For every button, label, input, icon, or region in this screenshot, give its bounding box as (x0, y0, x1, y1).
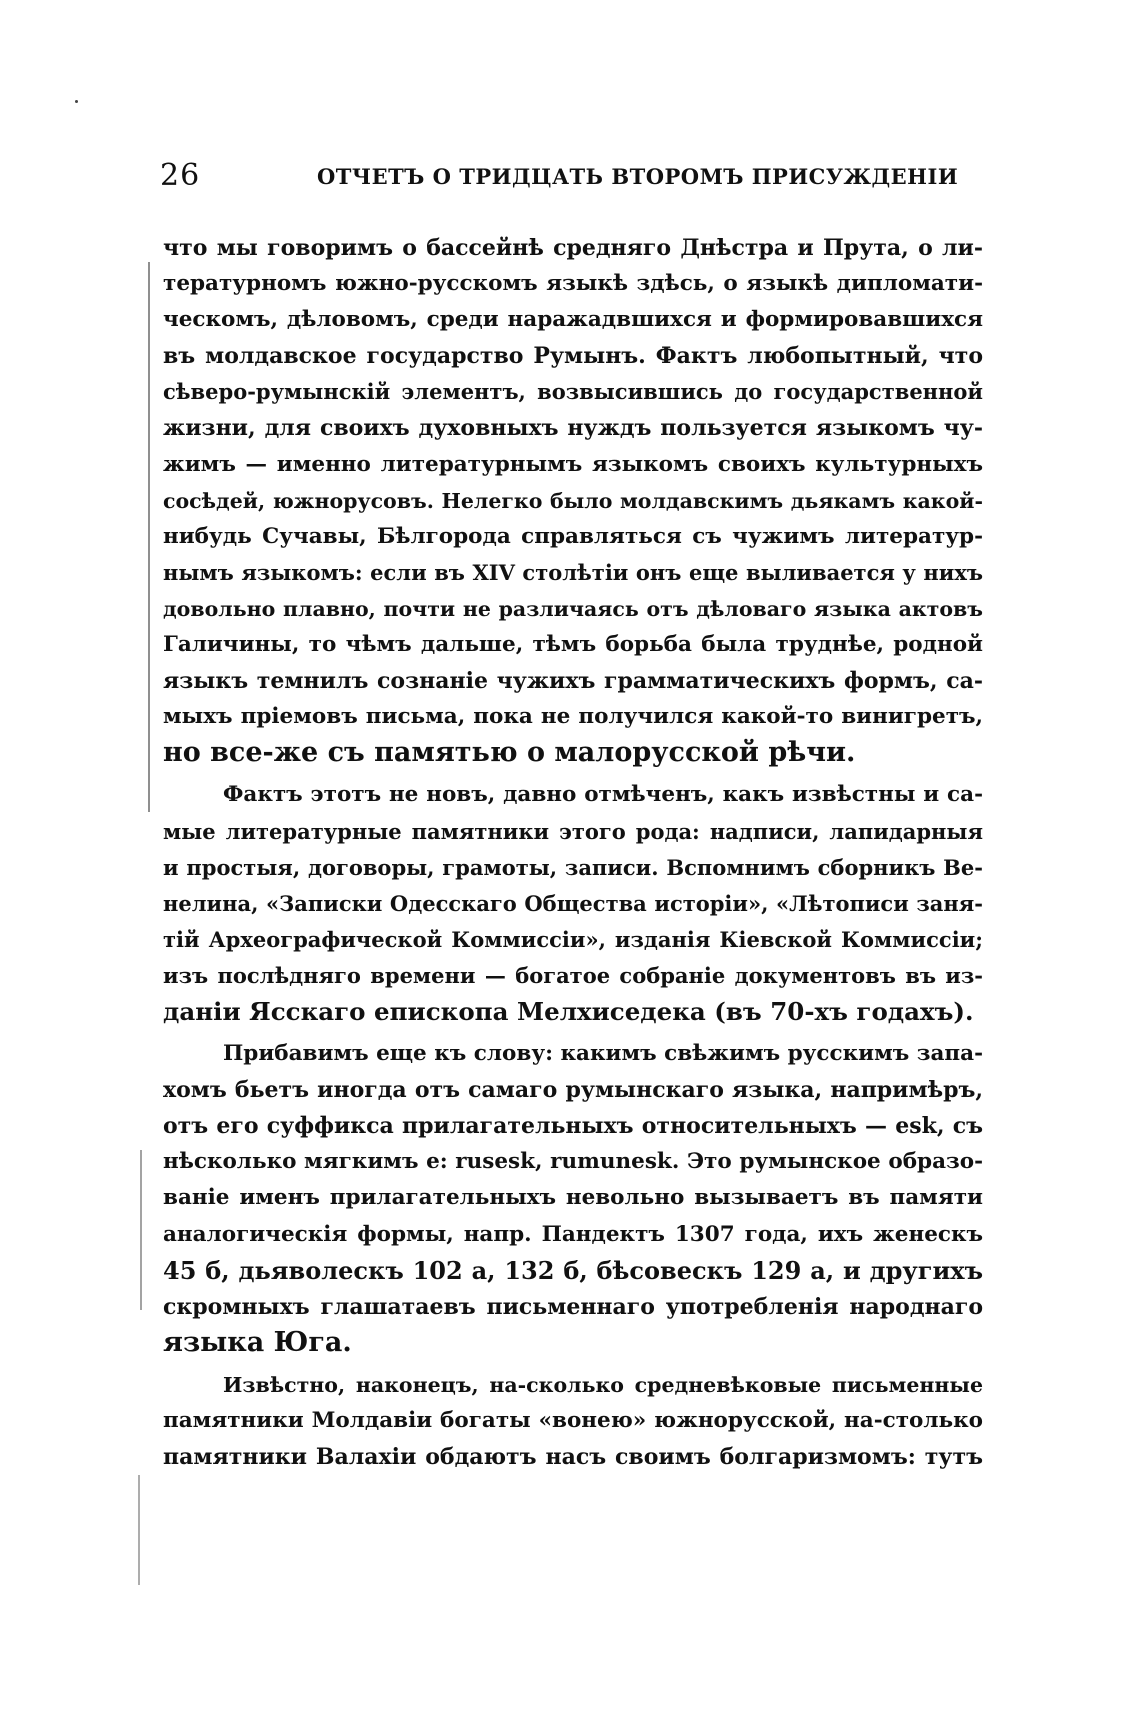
text-line: нибудь Сучавы, Бѣлгорода справляться съ чужимъ литератур- (163, 523, 983, 549)
running-head (160, 158, 993, 198)
text-line: Прибавимъ еще къ слову: какимъ свѣжимъ русскимъ запа- (223, 1041, 983, 1067)
text-line: нелина, «Записки Одесскаго Общества исторiи», «Лѣтописи заня- (163, 890, 983, 916)
text-line: Извѣстно, наконецъ, на-сколько средневѣковые письменные (223, 1372, 983, 1397)
running-head-title: ОТЧЕТЪ О ТРИДЦАТЬ ВТОРОМЪ ПРИСУЖДЕНIИ (317, 164, 959, 189)
text-line: памятники Валахiи обдаютъ насъ своимъ болгаризмомъ: тутъ (163, 1444, 983, 1471)
text-line: Галичины, то чѣмъ дальше, тѣмъ борьба была труднѣе, родной (163, 632, 983, 658)
text-line: ванiе именъ прилагательныхъ невольно вызываетъ въ памяти (163, 1185, 983, 1211)
stray-dot-mark (75, 100, 78, 103)
text-line: жизни, для своихъ духовныхъ нуждъ пользуется языкомъ чу- (163, 415, 983, 442)
text-line: и простыя, договоры, грамоты, записи. Вспомнимъ сборникъ Ве- (163, 854, 983, 880)
paragraph (163, 777, 983, 1030)
paragraph (163, 230, 983, 771)
text-line: отъ его суффикса прилагательныхъ относительныхъ — esk, съ (163, 1113, 983, 1140)
text-line: данiи Ясскаго епископа Мелхиседека (въ 70-хъ годахъ). (163, 996, 974, 1026)
text-line: языкъ темнилъ сознанiе чужихъ грамматическихъ формъ, са- (163, 668, 983, 695)
text-line: довольно плавно, почти не различаясь отъ дѣловаго языка актовъ (163, 596, 983, 621)
text-line: тiй Археографической Коммиссiи», изданiя Кiевской Коммиссiи; (163, 926, 983, 952)
text-line: тературномъ южно-русскомъ языкѣ здѣсь, о языкѣ дипломати- (163, 271, 983, 297)
margin-pencil-line (138, 1475, 140, 1585)
text-line: хомъ бьетъ иногда отъ самаго румынскаго языка, напримѣръ, (163, 1077, 983, 1104)
margin-pencil-line (148, 262, 150, 812)
text-line: жимъ — именно литературнымъ языкомъ своихъ культурныхъ (163, 451, 983, 477)
text-line: языка Юга. (163, 1326, 352, 1358)
text-line: изъ послѣдняго времени — богатое собранiе документовъ въ из- (163, 962, 983, 988)
page-number: 26 (160, 158, 201, 193)
text-line: сѣверо-румынскiй элементъ, возвысившись до государственной (163, 379, 983, 405)
text-line: ческомъ, дѣловомъ, среди наражадвшихся и формировавшихся (163, 307, 983, 333)
text-line: въ молдавское государство Румынъ. Фактъ любопытный, что (163, 343, 983, 370)
margin-pencil-line (140, 1150, 142, 1310)
text-line: нѣсколько мягкимъ е: rusesk, rumunesk. Это румынское образо- (163, 1149, 983, 1175)
text-line: но все-же съ памятью о малорусской рѣчи. (163, 737, 856, 769)
text-line: скромныхъ глашатаевъ письменнаго употребленiя народнаго (163, 1293, 983, 1320)
body-text (163, 230, 983, 1475)
paragraph (163, 1036, 983, 1361)
text-line: аналогическiя формы, напр. Пандектъ 1307 года, ихъ женескъ (163, 1221, 983, 1247)
text-line: нымъ языкомъ: если въ XIV столѣтiи онъ еще выливается у нихъ (163, 559, 983, 585)
text-line: 45 б, дьяволескъ 102 а, 132 б, бѣсовескъ 129 а, и другихъ (163, 1255, 983, 1285)
text-line: мыхъ прiемовъ письма, пока не получился какой-то винигретъ, (163, 704, 983, 730)
text-line: что мы говоримъ о бассейнѣ средняго Днѣстра и Прута, о ли- (163, 235, 983, 261)
text-line: памятники Молдавiи богаты «вонею» южнорусской, на-столько (163, 1408, 983, 1433)
text-line: мые литературные памятники этого рода: надписи, лапидарныя (163, 818, 983, 844)
text-line: сосѣдей, южнорусовъ. Нелегко было молдавскимъ дьякамъ какой- (163, 488, 983, 513)
text-line: Фактъ этотъ не новъ, давно отмѣченъ, какъ извѣстны и са- (223, 782, 983, 808)
paragraph (163, 1367, 983, 1475)
